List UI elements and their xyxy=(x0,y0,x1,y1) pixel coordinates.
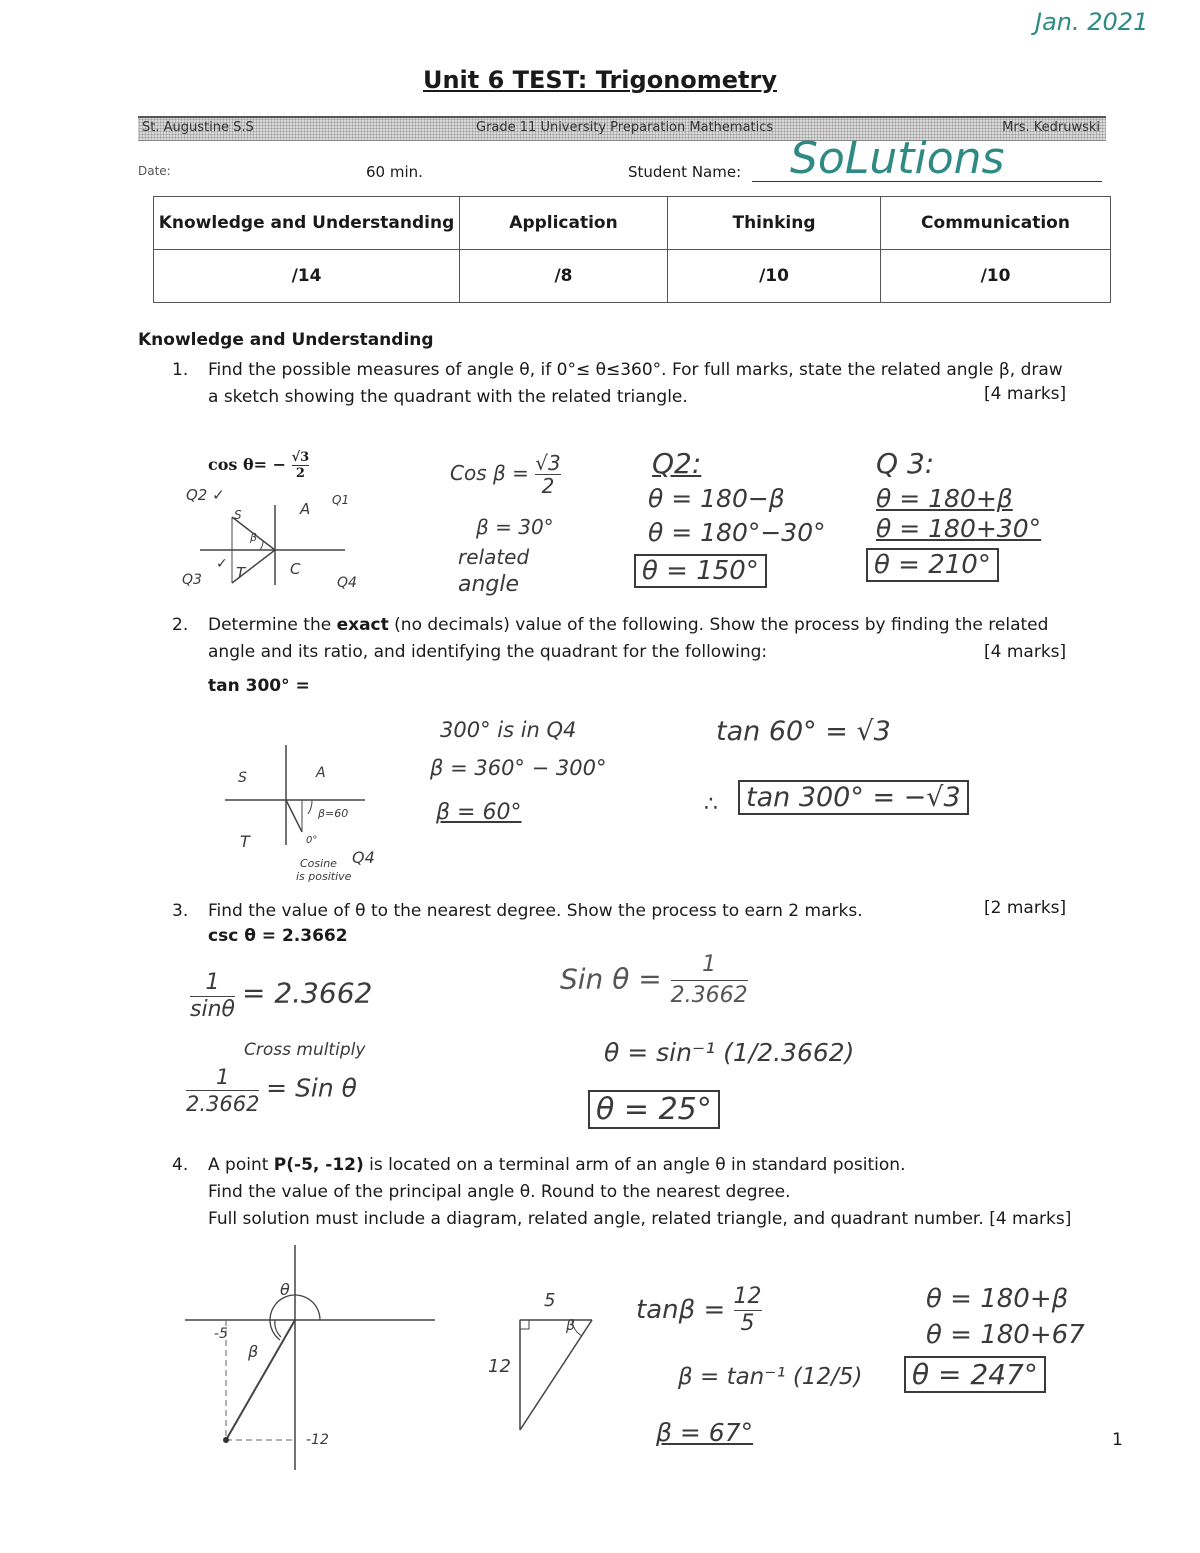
diagram-label: S xyxy=(234,508,242,522)
work-line: θ = sin⁻¹ (1/2.3662) xyxy=(604,1038,855,1067)
score-table xyxy=(153,196,1111,303)
work-line: tan 60° = √3 xyxy=(716,716,891,747)
header-cell: Knowledge and Understanding xyxy=(154,197,460,250)
student-name-value: SoLutions xyxy=(790,133,1005,184)
diagram-label: A xyxy=(300,500,311,518)
work-line: β = tan⁻¹ (12/5) xyxy=(678,1364,863,1390)
work-heading: Q2: xyxy=(652,447,702,480)
work-heading: Q 3: xyxy=(876,447,935,480)
student-name-line xyxy=(752,181,1102,182)
diagram-label: Cosine xyxy=(300,857,337,870)
work-line: Sin θ = $\frac{1}{2.3662}$ xyxy=(560,950,748,1011)
diagram-label: A xyxy=(316,765,326,781)
final-answer: θ = 25° xyxy=(588,1090,720,1129)
date-label: Date: xyxy=(138,164,171,178)
page-number: 1 xyxy=(1112,1430,1123,1450)
related-triangle xyxy=(510,1310,610,1440)
student-name-label: Student Name: xyxy=(628,163,742,181)
work-line: θ = 180−β xyxy=(648,484,785,513)
diagram-label: β xyxy=(248,1342,259,1361)
fraction: $\frac{1}{2.3662}$ xyxy=(186,1065,260,1116)
triangle-label: β xyxy=(566,1318,575,1334)
diagram-label: T xyxy=(236,564,246,582)
diagram-label: θ xyxy=(280,1280,290,1299)
fraction: $\frac{1}{2.3662}$ xyxy=(670,952,748,1008)
work-line: θ = 180°−30° xyxy=(648,518,826,547)
question-marks: [2 marks] xyxy=(984,898,1067,918)
work-line: 300° is in Q4 xyxy=(440,718,577,742)
work-line: tanβ = $\frac{12}{5}$ xyxy=(636,1284,762,1336)
header-cell: Application xyxy=(460,197,668,250)
work-line: $\frac{1}{2.3662}$ = Sin θ xyxy=(186,1065,357,1116)
total-cell: /8 xyxy=(460,250,668,303)
question-number: 3. xyxy=(172,901,189,921)
work-line: β = 60° xyxy=(436,800,522,825)
diagram-label: C xyxy=(290,560,301,578)
work-line: $\frac{1}{\sin\theta}$ = 2.3662 xyxy=(190,970,373,1022)
time-limit: 60 min. xyxy=(366,163,423,181)
school-name: St. Augustine S.S xyxy=(142,120,254,135)
given-expression: tan 300° = xyxy=(208,676,310,696)
diagram-label: Q4 xyxy=(337,575,357,591)
work-line: θ = 180+β xyxy=(926,1284,1069,1314)
page-title: Unit 6 TEST: Trigonometry xyxy=(422,66,778,94)
work-line: θ = 180+β xyxy=(876,484,1013,513)
diagram-label: T xyxy=(240,832,250,851)
diagram-label: β xyxy=(250,531,258,544)
diagram-label: is positive xyxy=(296,870,352,883)
work-line: Cos β = $\frac{√3}{2}$ xyxy=(450,451,561,498)
score-table-totals-row xyxy=(154,250,1111,303)
given-expression: cos θ= − $\frac{√3}{2}$ xyxy=(208,450,310,481)
header-cell: Thinking xyxy=(668,197,881,250)
diagram-label: Q4 xyxy=(352,848,375,867)
diagram-label: Q2 ✓ xyxy=(186,486,225,504)
work-line: θ = 180+30° xyxy=(876,514,1042,543)
diagram-label: -5 xyxy=(214,1326,228,1342)
fraction: $\frac{√3}{2}$ xyxy=(291,450,310,481)
question-number: 4. xyxy=(172,1155,189,1175)
diagram-label: Q3 xyxy=(182,572,202,588)
triangle-label: 12 xyxy=(488,1356,511,1377)
final-answer: θ = 210° xyxy=(866,548,999,582)
work-line: angle xyxy=(458,572,520,597)
final-answer: tan 300° = −√3 xyxy=(738,780,969,815)
final-answer: θ = 247° xyxy=(904,1356,1046,1393)
score-table-header-row xyxy=(154,197,1111,250)
diagram-label: β=60 xyxy=(318,807,349,820)
fraction: $\frac{12}{5}$ xyxy=(733,1284,762,1336)
work-line: related xyxy=(458,545,530,569)
question-text: Find the possible measures of angle θ, if 0°≤ θ≤360°. For full marks, state the related angle β, draw a sketch showing the quadrant with the related triangle. xyxy=(208,360,1063,407)
work-line: β = 67° xyxy=(656,1418,754,1447)
header-cell: Communication xyxy=(881,197,1111,250)
question-marks: [4 marks] xyxy=(984,384,1067,404)
work-line: β = 30° xyxy=(476,515,554,539)
total-cell: /10 xyxy=(881,250,1111,303)
triangle-label: 5 xyxy=(544,1290,556,1311)
teacher-name: Mrs. Kedruwski xyxy=(1002,120,1100,135)
question-number: 2. xyxy=(172,615,189,635)
fraction: $\frac{1}{\sin\theta}$ xyxy=(190,970,235,1022)
question-marks: [4 marks] xyxy=(989,1209,1072,1229)
final-answer: θ = 150° xyxy=(634,554,767,588)
question-text: Find the value of θ to the nearest degree. Show the process to earn 2 marks. xyxy=(208,901,863,921)
work-line: β = 360° − 300° xyxy=(430,756,607,780)
diagram-label: Q1 xyxy=(332,493,350,507)
given-expression: csc θ = 2.3662 xyxy=(208,926,348,946)
diagram-label: ✓ xyxy=(216,556,228,572)
work-line: Cross multiply xyxy=(244,1040,366,1060)
question-text: A point P(-5, -12) is located on a terminal arm of an angle θ in standard position. Find the value of the principal angle θ. Round to the nearest degree. Full solution must include a diagram, related angle, related triangle, and quadrant number. [4 marks] xyxy=(208,1155,1072,1229)
question-marks: [4 marks] xyxy=(984,642,1067,662)
diagram-label: S xyxy=(238,770,247,786)
total-cell: /14 xyxy=(154,250,460,303)
question-text: Determine the exact (no decimals) value of the following. Show the process by finding the related angle and its ratio, and identifying the quadrant for the following: xyxy=(208,615,1049,662)
section-title: Knowledge and Understanding xyxy=(138,330,434,350)
diagram-label: -12 xyxy=(306,1432,329,1448)
diagram-label: 0° xyxy=(306,835,318,846)
total-cell: /10 xyxy=(668,250,881,303)
course-name: Grade 11 University Preparation Mathematics xyxy=(476,120,774,135)
work-line: θ = 180+67 xyxy=(926,1320,1085,1350)
question-number: 1. xyxy=(172,360,189,380)
fraction: $\frac{√3}{2}$ xyxy=(535,451,561,498)
date-note: Jan. 2021 xyxy=(1035,8,1149,36)
therefore-symbol: ∴ xyxy=(704,792,718,817)
